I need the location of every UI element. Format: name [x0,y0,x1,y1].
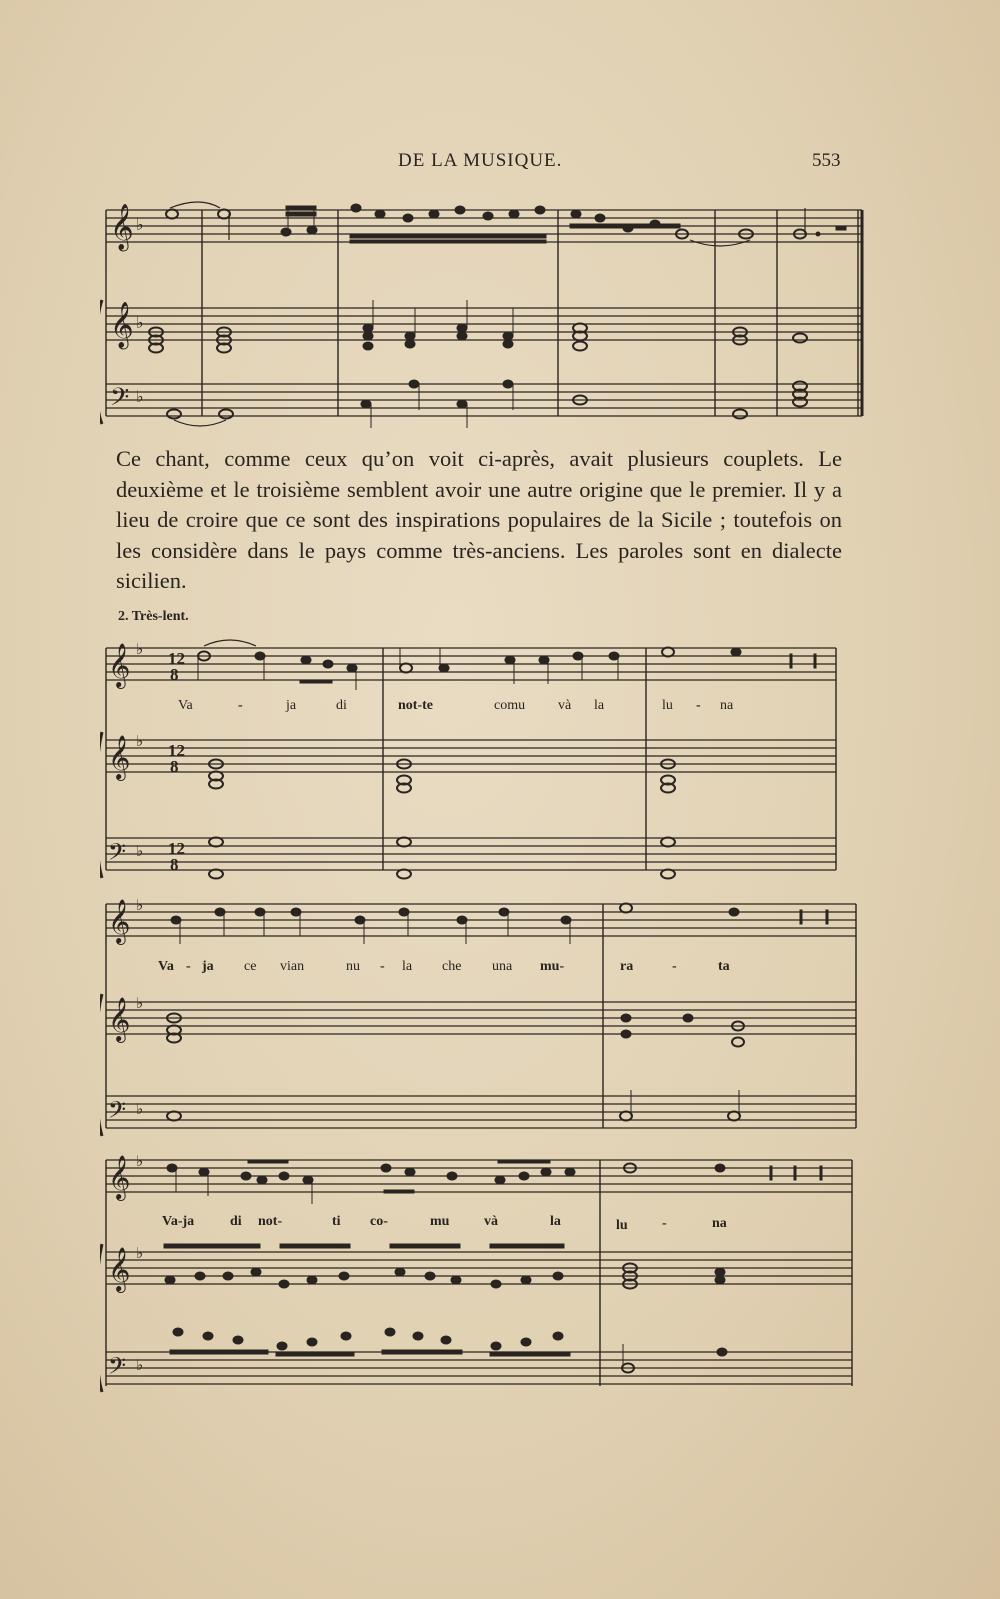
flat-icon: ♭ [136,1100,144,1118]
flat-icon: ♭ [136,896,144,914]
brace-icon [100,994,102,1136]
lyric-syllable: not- [258,1214,283,1229]
lyric-syllable: la [550,1214,561,1229]
treble-clef-icon: 𝄞 [108,735,131,779]
lyric-syllable: nu [346,959,360,974]
lyric-syllable: - [380,959,385,974]
lyric-syllable: và [558,698,572,713]
score-system-1 [100,632,842,882]
flat-icon: ♭ [136,1152,144,1170]
piano-bass-staff [106,1096,856,1128]
time-signature-numerator: 12 [168,741,185,760]
bass-clef-icon: 𝄢 [110,383,130,418]
bass-clef-icon: 𝄢 [108,1352,127,1385]
piano-bass-staff [106,838,836,870]
treble-clef-icon: 𝄞 [108,997,131,1041]
lyric-syllable: vian [280,959,305,974]
lyric-syllable: lu [662,698,673,713]
lyric-syllable: di [336,698,347,713]
brace-icon [100,1244,102,1392]
lyric-syllable: - [662,1216,667,1231]
lyric-syllable: - [238,698,243,713]
time-signature-denominator: 8 [170,757,179,776]
flat-icon: ♭ [136,387,144,406]
flat-icon: ♭ [136,640,144,658]
lyric-syllable: Va [178,698,193,713]
lyric-syllable: comu [494,698,526,713]
flat-icon: ♭ [136,215,144,234]
time-signature-denominator: 8 [170,855,179,874]
lyric-syllable: di [230,1214,242,1229]
lyric-syllable: ja [286,698,297,713]
time-signature-numerator: 12 [168,649,185,668]
lyric-syllable: ja [202,959,214,974]
piano-treble-staff [106,1252,852,1284]
lyric-syllable: ta [718,959,730,974]
bass-clef-icon: 𝄢 [108,838,127,871]
lyric-syllable: và [484,1214,498,1229]
notes-top [149,202,846,428]
vocal-staff [106,648,836,680]
vocal-staff [106,1160,852,1192]
page-number: 553 [812,150,841,171]
tempo-marking: 2. Très-lent. [118,609,189,624]
treble-clef-icon: 𝄞 [110,302,134,348]
body-paragraph [116,444,842,597]
piano-treble-staff [106,740,836,772]
lyrics-system-2 [100,952,862,980]
lyric-syllable: la [402,959,413,974]
lyric-syllable: Va [158,959,174,974]
brace-icon [100,732,102,878]
lyric-syllable: che [442,959,462,974]
flat-icon: ♭ [136,1244,144,1262]
bass-clef-icon: 𝄢 [108,1096,127,1129]
lyric-syllable: - [696,698,701,713]
page-header [0,150,1000,180]
lyric-syllable: mu [430,1214,450,1229]
lyric-syllable: Va-ja [162,1214,195,1229]
piano-bass-staff [106,1352,852,1384]
time-signature-denominator: 8 [170,665,179,684]
flat-icon: ♭ [136,994,144,1012]
running-title: DE LA MUSIQUE. [398,150,563,171]
flat-icon: ♭ [136,313,144,332]
lyric-syllable: - [672,959,677,974]
treble-clef-icon: 𝄞 [108,1155,131,1199]
lyric-syllable: ti [332,1214,341,1229]
lyric-syllable: na [720,698,734,713]
barlines [106,904,856,1128]
lyric-syllable: na [712,1216,727,1231]
lyric-syllable: lu [616,1218,628,1233]
flat-icon: ♭ [136,1356,144,1374]
treble-clef-icon: 𝄞 [108,1247,131,1291]
score-system-2 [100,890,862,1140]
paragraph-text: Ce chant, comme ceux qu’on voit ci-après, avait plusieurs couplets. Le deuxième et le troisième semblent avoir une autre origine que le premier. Il y a lieu de croire que ce sont des inspirations populaires de la Sicile ; toutefois on les considère dans le pays comme très-anciens. Les paroles sont en dialecte sicilien. [116,446,842,593]
flat-icon: ♭ [136,842,144,860]
flat-icon: ♭ [136,732,144,750]
lyric-syllable: la [594,698,605,713]
lyric-syllable: mu- [540,959,565,974]
lyrics-system-1 [100,690,842,720]
lyric-syllable: ra [620,959,634,974]
treble-clef-icon: 𝄞 [108,899,131,943]
lyric-syllable: - [186,959,191,974]
lyric-syllable: co- [370,1214,388,1229]
time-signature-numerator: 12 [168,839,185,858]
treble-clef-icon: 𝄞 [110,204,134,250]
lyric-syllable: una [492,959,513,974]
treble-clef-icon: 𝄞 [108,643,131,687]
lyric-syllable: ce [244,959,257,974]
lyrics-system-3 [100,1208,862,1236]
score-system-top [100,188,870,428]
score-system-3 [100,1146,862,1396]
notes-system-1 [198,640,816,879]
brace-icon [100,300,102,424]
lyric-syllable: not-te [398,698,433,713]
